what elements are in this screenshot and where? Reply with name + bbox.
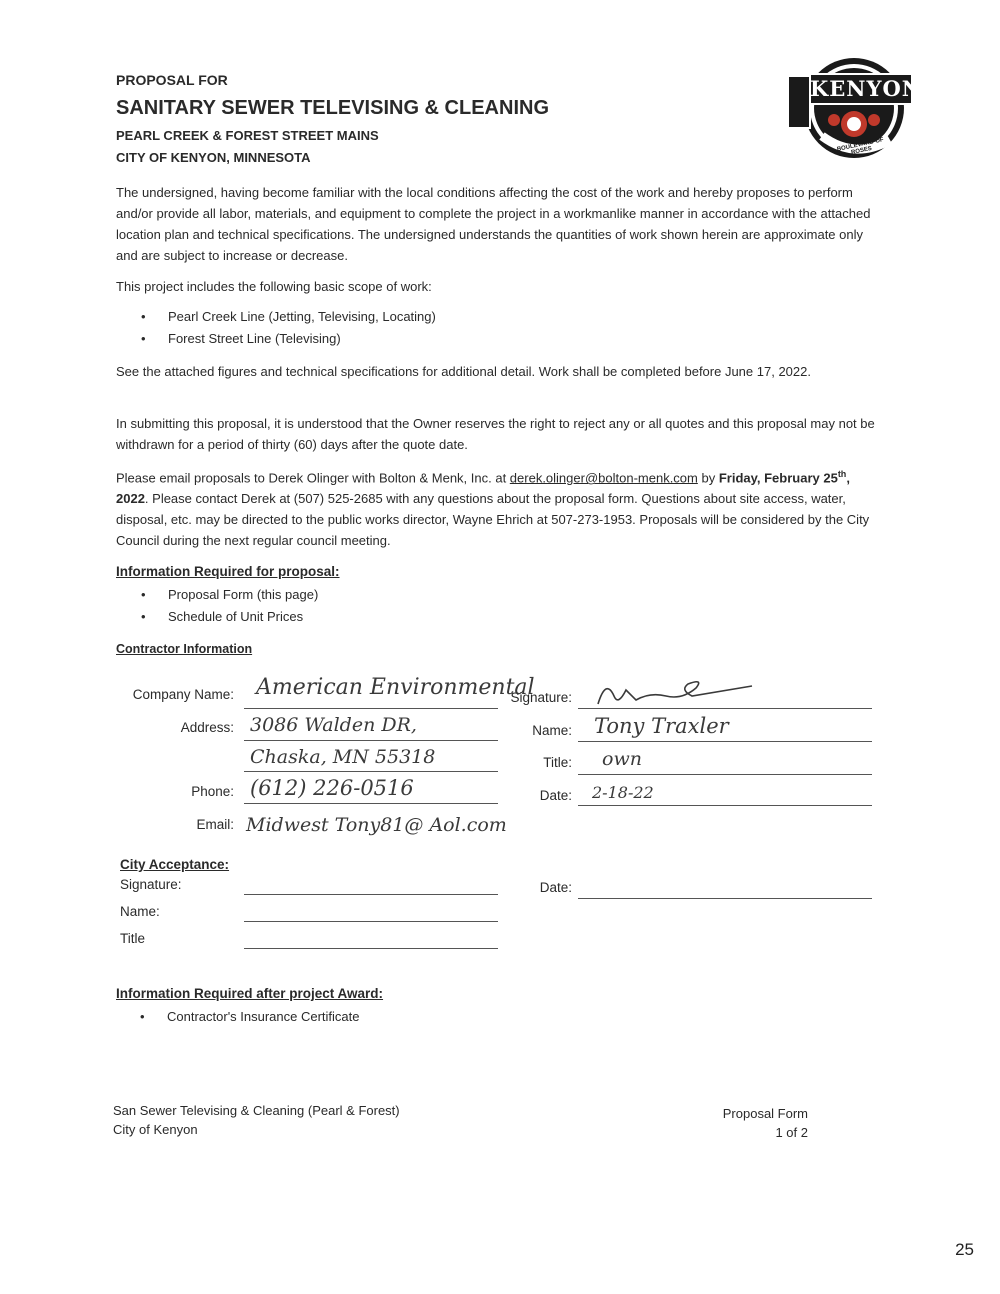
project-subtitle: PEARL CREEK & FOREST STREET MAINS [116,128,379,143]
title-line [578,774,872,775]
city-title-line [244,948,498,949]
address-line1-line [244,740,498,741]
date-line [578,805,872,806]
title-label: Title: [543,755,572,770]
info-required-heading: Information Required for proposal: [116,564,340,579]
address-line2-value[interactable]: Chaska, MN 55318 [250,746,436,768]
contractor-signature [592,670,762,712]
footer-project-name: San Sewer Televising & Cleaning (Pearl & Forest) [113,1103,400,1118]
phone-label: Phone: [191,784,234,799]
email-value[interactable]: Midwest Tony81@ Aol.com [246,814,507,836]
rights-paragraph: In submitting this proposal, it is understood that the Owner reserves the right to reject any or all quotes and this proposal may not be withdrawn for a period of thirty (60) days after the quote date. [116,416,875,452]
logo-ring-text: BOULEVARD OF ROSES [836,137,885,157]
name-line [578,741,872,742]
contractor-info-heading: Contractor Information [116,642,253,656]
signature-label: Signature: [510,690,572,705]
intro-paragraph: The undersigned, having become familiar with the local conditions affecting the cost of the work and hereby proposes to perform and/or provide all labor, materials, and equipment to complete the project in a workmanlike manner in accordance with the attached location plan and technical specifications. The undersigned understands the quantities of work shown herein are approximate only and are subject to increase or decrease. [116,185,871,263]
footer-form-name: Proposal Form [722,1106,808,1121]
name-label: Name: [532,723,572,738]
signature-line [578,708,872,709]
proposal-for-label: PROPOSAL FOR [116,72,228,88]
kenyon-logo [782,56,922,166]
title-value[interactable]: own [602,748,642,770]
after-award-heading: Information Required after project Award: [116,986,384,1001]
logo-wordmark: KENYON [810,76,922,101]
company-name-line [244,708,498,709]
address-label: Address: [180,720,234,735]
city-date-line [578,898,872,899]
email-link[interactable]: derek.olinger@bolton-menk.com [509,470,698,486]
completion-paragraph: See the attached figures and technical specifications for additional detail. Work shall be completed before June 17, 2022. [116,364,811,379]
info-item-unit-prices: • Schedule of Unit Prices [168,609,303,624]
company-name-label: Company Name: [132,687,234,702]
footer-page-count: 1 of 2 [775,1125,808,1140]
email-label: Email: [196,817,234,832]
city-title-label: Title [120,931,146,946]
phone-line [244,803,498,804]
scope-item-pearl-creek: • Pearl Creek Line (Jetting, Televising, Locating) [168,309,436,324]
after-award-item-insurance: • Contractor's Insurance Certificate [167,1009,360,1024]
date-label: Date: [539,788,572,803]
address-line2-line [244,771,498,772]
city-acceptance-heading: City Acceptance: [120,857,230,872]
city-date-label: Date: [539,880,572,895]
scope-item-forest-street: • Forest Street Line (Televising) [168,331,341,346]
submission-paragraph: Please email proposals to Derek Olinger with Bolton & Menk, Inc. at derek.olinger@bolton-menk.com by Friday, February 25th, 2022. Please contact Derek at (507) 525-2685 with any questions about the proposal form. Questions about site access, water, disposal, etc. may be directed to the public works director, Wayne Ehrich at 507-273-1953. Proposals will be considered by the City Council during the next regular council meeting. [116,469,870,549]
city-subtitle: CITY OF KENYON, MINNESOTA [116,150,311,165]
address-line1-value[interactable]: 3086 Walden DR, [250,714,417,736]
scope-intro: This project includes the following basic scope of work: [116,279,432,294]
phone-value[interactable]: (612) 226-0516 [250,776,414,800]
city-signature-label: Signature: [120,877,182,892]
document-title: SANITARY SEWER TELEVISING & CLEANING [116,97,549,119]
footer-city: City of Kenyon [113,1122,198,1137]
info-item-proposal-form: • Proposal Form (this page) [168,587,318,602]
city-name-label: Name: [120,904,160,919]
page-number: 25 [955,1240,974,1259]
date-value[interactable]: 2-18-22 [592,783,654,802]
name-value[interactable]: Tony Traxler [594,714,729,738]
city-signature-line [244,894,498,895]
city-name-line [244,921,498,922]
company-name-value[interactable]: American Environmental [256,675,535,700]
